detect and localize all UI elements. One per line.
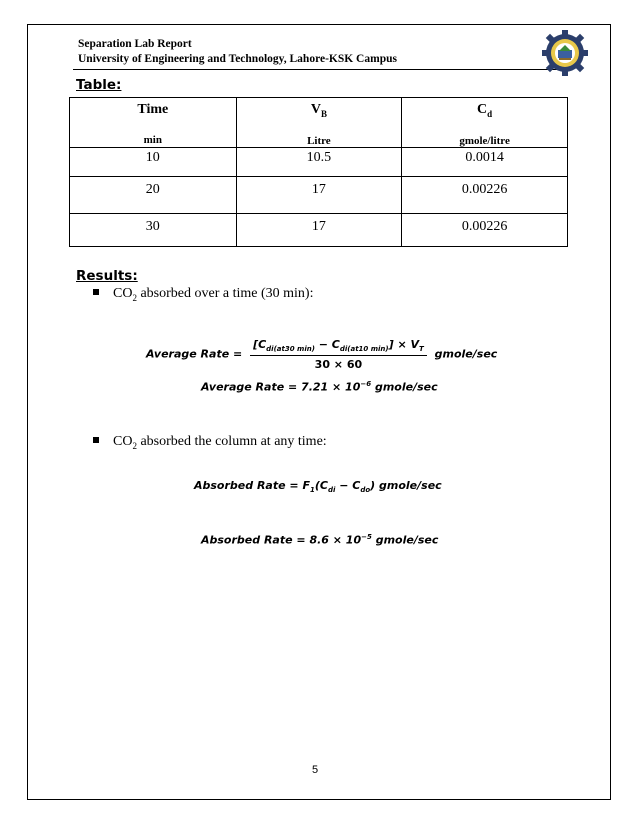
table-cell: 20 [70,176,237,213]
table-header-row [70,98,568,148]
equation-fraction: $\frac{[C_{di(at30 min)} - C_{di(at10 min)}] \times V_T}{30 \times 60}$ [250,338,427,371]
table-cell: 0.00226 [402,213,568,246]
table-cell: 0.0014 [402,147,568,176]
column-header-time: Time min [70,98,237,148]
table-cell: 17 [236,176,402,213]
equation-average-rate-formula: Average Rate = $\frac{[C_{di(at30 min)} - C_{di(at10 min)}] \times V_T}{30 \times 60}$ gmole/sec [146,338,498,372]
column-header-cd: $C_d$ gmole/litre [402,98,568,148]
table-row [70,213,568,246]
equation-absorbed-rate-result: Absorbed Rate = $8.6 \times 10^{-5}$ gmole/sec [201,533,439,547]
table-cell: 10 [70,147,237,176]
bullet-item-co2-time: $CO_2$ absorbed over a time (30 min): [93,286,313,303]
table-heading: Table: [76,77,122,93]
column-header-vb: $V_B$ Litre [236,98,402,148]
equation-average-rate-result: Average Rate = $7.21 \times 10^{-6}$ gmole/sec [201,380,438,394]
university-logo [541,29,589,77]
table-row [70,176,568,213]
bullet-item-co2-column: $CO_2$ absorbed the column at any time: [93,434,327,451]
table-row [70,147,568,176]
page-number: 5 [312,764,319,776]
table-cell: 0.00226 [402,176,568,213]
results-table [69,97,568,247]
table-cell: 17 [236,213,402,246]
equation-absorbed-rate-formula: Absorbed Rate = $F_1(C_{di} - C_{do})$ gmole/sec [194,479,442,495]
header-title: Separation Lab Report [78,38,192,50]
header-institution: University of Engineering and Technology, Lahore-KSK Campus [78,53,397,65]
table-cell: 30 [70,213,237,246]
bullet-square-icon [93,437,99,443]
header-divider [73,69,569,70]
table-cell: 10.5 [236,147,402,176]
bullet-square-icon [93,289,99,295]
results-heading: Results: [76,268,138,284]
